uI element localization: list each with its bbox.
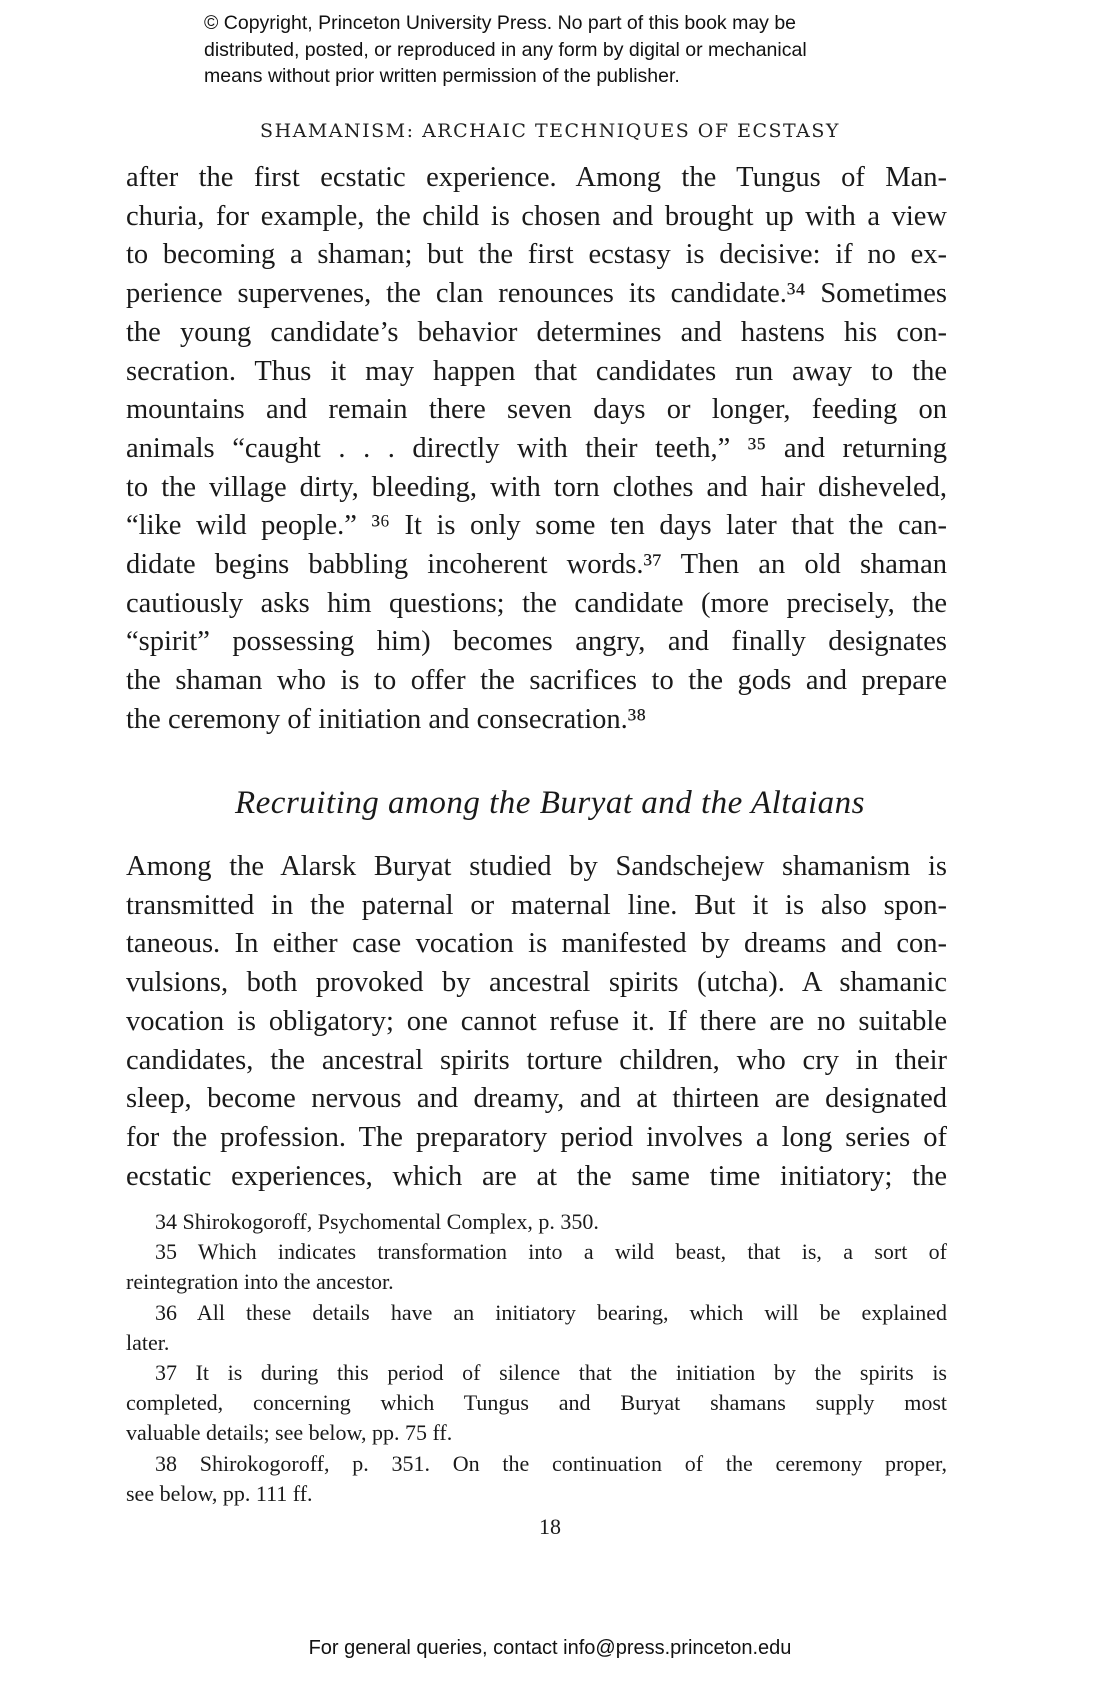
text-line: candidates, the ancestral spirits torture children, who cry in their: [126, 1044, 947, 1076]
footnote-line: 35 Which indicates transformation into a wild beast, that is, a sort of: [155, 1239, 947, 1265]
footnote-line: reintegration into the ancestor.: [126, 1269, 394, 1295]
text-line: animals “caught . . . directly with their teeth,” ³⁵ and returning: [126, 432, 947, 464]
copyright-line: © Copyright, Princeton University Press. No part of this book may be: [204, 12, 797, 34]
text-line: after the first ecstatic experience. Among the Tungus of Man-: [126, 162, 947, 193]
text-line: “like wild people.” ³⁶ It is only some ten days later that the can-: [126, 510, 947, 542]
page-number: 18: [539, 1514, 561, 1539]
text-line: for the profession. The preparatory period involves a long series of: [126, 1121, 947, 1153]
section-heading: Recruiting among the Buryat and the Altaians: [235, 785, 865, 821]
footnote-line: 34 Shirokogoroff, Psychomental Complex, p. 350.: [155, 1209, 599, 1234]
footnote-line: 37 It is during this period of silence that the initiation by the spirits is: [155, 1360, 947, 1385]
text-line: ecstatic experiences, which are at the same time initiatory; the: [126, 1160, 947, 1192]
text-line: sleep, become nervous and dreamy, and at thirteen are designated: [126, 1083, 947, 1115]
text-line: taneous. In either case vocation is manifested by dreams and con-: [126, 928, 947, 960]
footnote-line: completed, concerning which Tungus and Buryat shamans supply most: [126, 1390, 947, 1416]
copyright-notice: [204, 10, 807, 90]
text-line: churia, for example, the child is chosen and brought up with a view: [126, 200, 947, 232]
footnote-line: 38 Shirokogoroff, p. 351. On the continuation of the ceremony proper,: [155, 1450, 947, 1476]
footnote-line: valuable details; see below, pp. 75 ff.: [126, 1420, 453, 1446]
text-line: perience supervenes, the clan renounces its candidate.³⁴ Sometimes: [126, 278, 947, 310]
text-line: Among the Alarsk Buryat studied by Sandschejew shamanism is: [126, 851, 947, 882]
text-line: the ceremony of initiation and consecration.³⁸: [126, 703, 647, 735]
footnote-line: later.: [126, 1329, 170, 1355]
text-line: didate begins babbling incoherent words.³⁷ Then an old shaman: [126, 549, 947, 580]
text-line: cautiously asks him questions; the candidate (more precisely, the: [126, 587, 947, 619]
text-line: the young candidate’s behavior determines and hastens his con-: [126, 316, 947, 348]
text-line: “spirit” possessing him) becomes angry, and finally designates: [126, 626, 947, 658]
running-head: SHAMANISM: ARCHAIC TECHNIQUES OF ECSTASY: [260, 120, 840, 142]
text-line: mountains and remain there seven days or longer, feeding on: [126, 394, 947, 426]
text-line: the shaman who is to offer the sacrifices to the gods and prepare: [126, 665, 947, 697]
text-line: transmitted in the paternal or maternal line. But it is also spon-: [126, 889, 947, 921]
copyright-line: means without prior written permission of the publisher.: [204, 65, 680, 87]
text-line: to the village dirty, bleeding, with torn clothes and hair disheveled,: [126, 471, 947, 503]
text-line: vocation is obligatory; one cannot refuse it. If there are no suitable: [126, 1005, 947, 1037]
copyright-line: distributed, posted, or reproduced in any form by digital or mechanical: [204, 38, 807, 61]
text-line: secration. Thus it may happen that candidates run away to the: [126, 355, 947, 387]
footnote-line: 36 All these details have an initiatory bearing, which will be explained: [155, 1299, 947, 1325]
footnote-line: see below, pp. 111 ff.: [126, 1480, 313, 1506]
contact-footer: For general queries, contact info@press.princeton.edu: [308, 1637, 792, 1659]
text-line: to becoming a shaman; but the first ecstasy is decisive: if no ex-: [126, 239, 947, 271]
text-line: vulsions, both provoked by ancestral spirits (utcha). A shamanic: [126, 967, 947, 999]
